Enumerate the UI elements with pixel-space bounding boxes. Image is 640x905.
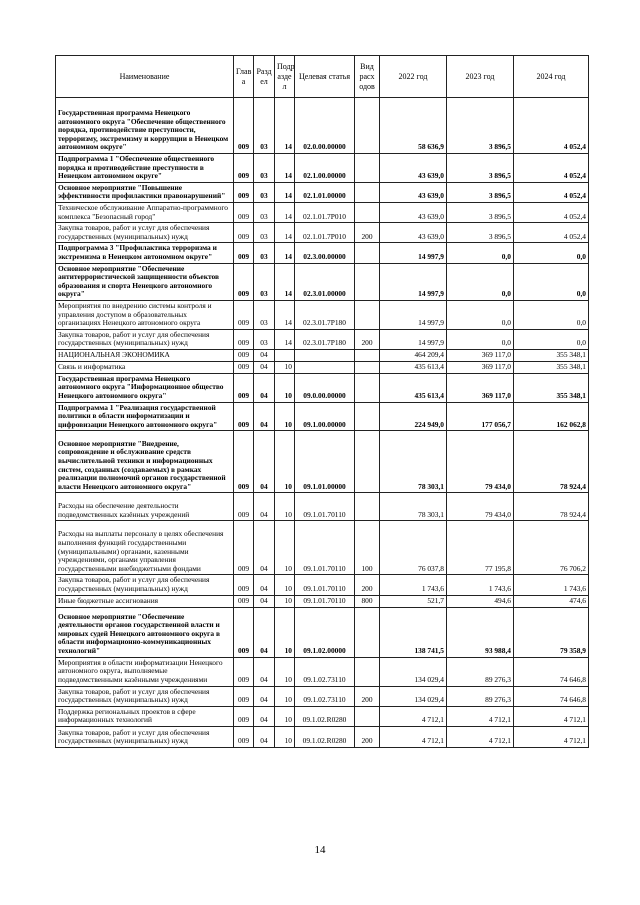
table-row <box>56 361 589 373</box>
row-name: Основное мероприятие "Обеспечение деятельности органов государственной власти и мировых судей Ненецкого автономного округа в области информационно-коммуникационных технологий" <box>56 607 234 657</box>
row-vid <box>355 202 380 222</box>
row-razdel: 04 <box>254 727 275 748</box>
row-2024: 4 052,4 <box>514 202 589 222</box>
row-razdel: 04 <box>254 575 275 595</box>
row-razdel: 04 <box>254 657 275 686</box>
table-row <box>56 373 589 402</box>
table-row <box>56 98 589 154</box>
row-2024: 4 052,4 <box>514 98 589 154</box>
row-razdel: 03 <box>254 263 275 300</box>
table-row <box>56 202 589 222</box>
row-name: Расходы на выплаты персоналу в целях обеспечения выполнения функций государственными (муниципальными) органами, казенными учреждениями, органами управления государственными внебюджетными фондами <box>56 521 234 575</box>
row-vid: 200 <box>355 575 380 595</box>
row-target: 02.3.01.7Р180 <box>295 300 355 329</box>
row-2023: 79 434,0 <box>447 493 514 521</box>
header-vid: Вид расх одов <box>355 56 380 98</box>
row-glava: 009 <box>234 575 254 595</box>
row-podrazdel: 14 <box>275 223 295 243</box>
row-target: 09.1.01.70110 <box>295 575 355 595</box>
row-2023: 93 988,4 <box>447 607 514 657</box>
row-2023: 77 195,8 <box>447 521 514 575</box>
row-glava: 009 <box>234 607 254 657</box>
row-razdel: 04 <box>254 373 275 402</box>
row-target: 02.3.00.00000 <box>295 243 355 263</box>
table-row <box>56 223 589 243</box>
row-vid <box>355 706 380 726</box>
row-name: Государственная программа Ненецкого автономного округа "Информационное общество Ненецкого автономного округа" <box>56 373 234 402</box>
row-target: 09.1.01.70110 <box>295 521 355 575</box>
row-2022: 435 613,4 <box>380 361 447 373</box>
row-glava: 009 <box>234 402 254 431</box>
row-name: Связь и информатика <box>56 361 234 373</box>
table-row <box>56 727 589 748</box>
table-row <box>56 402 589 431</box>
row-vid <box>355 243 380 263</box>
row-podrazdel: 10 <box>275 607 295 657</box>
row-vid: 200 <box>355 686 380 706</box>
row-podrazdel: 10 <box>275 706 295 726</box>
table-header-row <box>56 56 589 98</box>
row-2024: 355 348,1 <box>514 361 589 373</box>
row-razdel: 03 <box>254 98 275 154</box>
row-razdel: 03 <box>254 329 275 349</box>
row-glava: 009 <box>234 182 254 202</box>
row-2022: 43 639,0 <box>380 154 447 183</box>
table-row <box>56 243 589 263</box>
row-razdel: 03 <box>254 182 275 202</box>
row-target: 09.1.02.73110 <box>295 686 355 706</box>
row-podrazdel <box>275 349 295 361</box>
row-vid <box>355 493 380 521</box>
row-glava: 009 <box>234 202 254 222</box>
row-razdel: 04 <box>254 493 275 521</box>
table-row <box>56 349 589 361</box>
table-row <box>56 686 589 706</box>
row-2022: 43 639,0 <box>380 182 447 202</box>
row-podrazdel: 14 <box>275 154 295 183</box>
row-podrazdel: 10 <box>275 521 295 575</box>
row-vid: 200 <box>355 727 380 748</box>
row-2022: 138 741,5 <box>380 607 447 657</box>
table-row <box>56 263 589 300</box>
row-name: Основное мероприятие "Обеспечение антитеррористической защищенности объектов образования и спорта Ненецкого автономного округа" <box>56 263 234 300</box>
row-razdel: 04 <box>254 431 275 493</box>
row-2022: 1 743,6 <box>380 575 447 595</box>
row-podrazdel: 14 <box>275 243 295 263</box>
row-glava: 009 <box>234 98 254 154</box>
row-name: Основное мероприятие "Внедрение, сопровождение и обслуживание средств вычислительной техники и информационных систем, созданных (создаваемых) в рамках реализации полномочий органов государственной власти Ненецкого автономного округа" <box>56 431 234 493</box>
row-2024: 4 052,4 <box>514 154 589 183</box>
row-podrazdel: 10 <box>275 373 295 402</box>
table-row <box>56 595 589 607</box>
row-name: Мероприятия в области информатизации Ненецкого автономного округа, выполняемые подведомственными казёнными учреждениями <box>56 657 234 686</box>
row-2023: 177 056,7 <box>447 402 514 431</box>
row-podrazdel: 10 <box>275 575 295 595</box>
row-2022: 14 997,9 <box>380 243 447 263</box>
row-2024: 474,6 <box>514 595 589 607</box>
row-name: Поддержка региональных проектов в сфере информационных технологий <box>56 706 234 726</box>
row-podrazdel: 14 <box>275 300 295 329</box>
row-2024: 78 924,4 <box>514 431 589 493</box>
row-vid: 800 <box>355 595 380 607</box>
row-vid <box>355 431 380 493</box>
row-podrazdel: 14 <box>275 182 295 202</box>
row-target: 09.1.02.00000 <box>295 607 355 657</box>
row-target: 09.1.01.00000 <box>295 431 355 493</box>
row-glava: 009 <box>234 595 254 607</box>
row-razdel: 04 <box>254 349 275 361</box>
row-name: Мероприятия по внедрению системы контроля и управления доступом в образовательных организациях Ненецкого автономного округа <box>56 300 234 329</box>
row-razdel: 03 <box>254 202 275 222</box>
table-row <box>56 329 589 349</box>
row-vid <box>355 361 380 373</box>
row-vid <box>355 98 380 154</box>
row-name: Иные бюджетные ассигнования <box>56 595 234 607</box>
row-name: Закупка товаров, работ и услуг для обеспечения государственных (муниципальных) нужд <box>56 223 234 243</box>
table-row <box>56 154 589 183</box>
row-podrazdel: 10 <box>275 595 295 607</box>
table-row <box>56 431 589 493</box>
row-2022: 435 613,4 <box>380 373 447 402</box>
row-2022: 464 209,4 <box>380 349 447 361</box>
row-2023: 3 896,5 <box>447 182 514 202</box>
row-target: 02.1.01.00000 <box>295 182 355 202</box>
row-2022: 4 712,1 <box>380 727 447 748</box>
row-2024: 4 712,1 <box>514 727 589 748</box>
row-glava: 009 <box>234 243 254 263</box>
row-name: Государственная программа Ненецкого автономного округа "Обеспечение общественного порядка, противодействие преступности, терроризму, экстремизму и коррупции в Ненецком автономном округе" <box>56 98 234 154</box>
row-2022: 58 636,9 <box>380 98 447 154</box>
row-glava: 009 <box>234 154 254 183</box>
row-2023: 4 712,1 <box>447 706 514 726</box>
row-razdel: 03 <box>254 154 275 183</box>
page-number: 14 <box>314 844 326 856</box>
row-2023: 0,0 <box>447 300 514 329</box>
row-2023: 79 434,0 <box>447 431 514 493</box>
row-2023: 4 712,1 <box>447 727 514 748</box>
row-podrazdel: 10 <box>275 402 295 431</box>
row-vid <box>355 263 380 300</box>
table-row <box>56 300 589 329</box>
row-target: 09.0.00.00000 <box>295 373 355 402</box>
row-2023: 0,0 <box>447 263 514 300</box>
row-target: 09.1.01.70110 <box>295 493 355 521</box>
row-razdel: 03 <box>254 300 275 329</box>
header-podrazdel: Подр азде л <box>275 56 295 98</box>
table-row <box>56 182 589 202</box>
row-podrazdel: 14 <box>275 329 295 349</box>
row-2022: 224 949,0 <box>380 402 447 431</box>
row-2024: 79 358,9 <box>514 607 589 657</box>
row-2022: 14 997,9 <box>380 300 447 329</box>
row-podrazdel: 10 <box>275 361 295 373</box>
row-2022: 78 303,1 <box>380 431 447 493</box>
row-name: Техническое обслуживание Аппаратно-программного комплекса "Безопасный город" <box>56 202 234 222</box>
row-2022: 134 029,4 <box>380 657 447 686</box>
row-2023: 3 896,5 <box>447 202 514 222</box>
row-2024: 4 712,1 <box>514 706 589 726</box>
table-row <box>56 607 589 657</box>
row-2023: 0,0 <box>447 243 514 263</box>
row-2024: 355 348,1 <box>514 373 589 402</box>
row-2022: 78 303,1 <box>380 493 447 521</box>
row-target: 09.1.02.R0280 <box>295 706 355 726</box>
row-name: Закупка товаров, работ и услуг для обеспечения государственных (муниципальных) нужд <box>56 686 234 706</box>
row-podrazdel: 14 <box>275 263 295 300</box>
header-glava: Глав а <box>234 56 254 98</box>
row-vid: 100 <box>355 521 380 575</box>
row-razdel: 04 <box>254 361 275 373</box>
row-2023: 369 117,0 <box>447 361 514 373</box>
row-name: Подпрограмма 1 "Обеспечение общественного порядка и противодействие преступности в Ненецком автономном округе" <box>56 154 234 183</box>
row-2024: 4 052,4 <box>514 182 589 202</box>
row-razdel: 04 <box>254 595 275 607</box>
row-2023: 3 896,5 <box>447 223 514 243</box>
row-glava: 009 <box>234 727 254 748</box>
row-name: Подпрограмма 1 "Реализация государственной политики в области информатизации и цифровизации Ненецкого автономного округа" <box>56 402 234 431</box>
row-target <box>295 361 355 373</box>
row-2024: 4 052,4 <box>514 223 589 243</box>
row-glava: 009 <box>234 521 254 575</box>
row-vid <box>355 657 380 686</box>
row-2022: 43 639,0 <box>380 223 447 243</box>
row-2024: 0,0 <box>514 243 589 263</box>
row-glava: 009 <box>234 361 254 373</box>
row-name: Основное мероприятие "Повышение эффективности профилактики правонарушений" <box>56 182 234 202</box>
row-target: 02.1.01.7Р010 <box>295 202 355 222</box>
row-2024: 1 743,6 <box>514 575 589 595</box>
row-vid <box>355 154 380 183</box>
row-podrazdel: 10 <box>275 493 295 521</box>
row-name: НАЦИОНАЛЬНАЯ ЭКОНОМИКА <box>56 349 234 361</box>
row-name: Расходы на обеспечение деятельности подведомственных казённых учреждений <box>56 493 234 521</box>
row-vid: 200 <box>355 223 380 243</box>
row-vid <box>355 373 380 402</box>
row-razdel: 04 <box>254 706 275 726</box>
row-podrazdel: 14 <box>275 98 295 154</box>
row-target: 09.1.01.70110 <box>295 595 355 607</box>
row-glava: 009 <box>234 223 254 243</box>
row-2024: 0,0 <box>514 263 589 300</box>
table-row <box>56 657 589 686</box>
row-2023: 89 276,3 <box>447 657 514 686</box>
row-target <box>295 349 355 361</box>
row-vid: 200 <box>355 329 380 349</box>
row-podrazdel: 14 <box>275 202 295 222</box>
row-razdel: 04 <box>254 686 275 706</box>
row-2022: 14 997,9 <box>380 263 447 300</box>
row-glava: 009 <box>234 349 254 361</box>
row-podrazdel: 10 <box>275 686 295 706</box>
row-vid <box>355 607 380 657</box>
row-2024: 0,0 <box>514 329 589 349</box>
row-glava: 009 <box>234 686 254 706</box>
row-2023: 3 896,5 <box>447 154 514 183</box>
row-razdel: 04 <box>254 402 275 431</box>
row-target: 09.1.02.73110 <box>295 657 355 686</box>
row-razdel: 03 <box>254 243 275 263</box>
row-name: Подпрограмма 3 "Профилактика терроризма и экстремизма в Ненецком автономном округе" <box>56 243 234 263</box>
row-razdel: 04 <box>254 521 275 575</box>
row-2024: 162 062,8 <box>514 402 589 431</box>
row-podrazdel: 10 <box>275 431 295 493</box>
header-razdel: Разд ел <box>254 56 275 98</box>
row-name: Закупка товаров, работ и услуг для обеспечения государственных (муниципальных) нужд <box>56 575 234 595</box>
row-vid <box>355 300 380 329</box>
row-2022: 4 712,1 <box>380 706 447 726</box>
row-podrazdel: 10 <box>275 727 295 748</box>
header-target: Целевая статья <box>295 56 355 98</box>
row-2022: 14 997,9 <box>380 329 447 349</box>
row-glava: 009 <box>234 373 254 402</box>
row-2024: 0,0 <box>514 300 589 329</box>
header-2024: 2024 год <box>514 56 589 98</box>
row-glava: 009 <box>234 329 254 349</box>
row-2023: 494,6 <box>447 595 514 607</box>
row-2023: 0,0 <box>447 329 514 349</box>
table-row <box>56 706 589 726</box>
row-2024: 355 348,1 <box>514 349 589 361</box>
row-2023: 369 117,0 <box>447 349 514 361</box>
row-2023: 89 276,3 <box>447 686 514 706</box>
row-target: 09.1.00.00000 <box>295 402 355 431</box>
header-name: Наименование <box>56 56 234 98</box>
row-2024: 76 706,2 <box>514 521 589 575</box>
row-2024: 78 924,4 <box>514 493 589 521</box>
table-row <box>56 575 589 595</box>
row-2023: 369 117,0 <box>447 373 514 402</box>
row-vid <box>355 349 380 361</box>
row-2024: 74 646,8 <box>514 657 589 686</box>
header-2023: 2023 год <box>447 56 514 98</box>
row-2022: 76 037,8 <box>380 521 447 575</box>
row-2024: 74 646,8 <box>514 686 589 706</box>
row-target: 02.0.00.00000 <box>295 98 355 154</box>
table-row <box>56 521 589 575</box>
budget-table <box>55 55 589 748</box>
row-glava: 009 <box>234 657 254 686</box>
row-podrazdel: 10 <box>275 657 295 686</box>
row-target: 02.1.01.7Р010 <box>295 223 355 243</box>
row-glava: 009 <box>234 300 254 329</box>
row-name: Закупка товаров, работ и услуг для обеспечения государственных (муниципальных) нужд <box>56 329 234 349</box>
row-glava: 009 <box>234 706 254 726</box>
table-row <box>56 493 589 521</box>
row-vid <box>355 182 380 202</box>
row-vid <box>355 402 380 431</box>
row-glava: 009 <box>234 263 254 300</box>
row-razdel: 03 <box>254 223 275 243</box>
row-2023: 3 896,5 <box>447 98 514 154</box>
row-2022: 134 029,4 <box>380 686 447 706</box>
row-target: 02.3.01.7Р180 <box>295 329 355 349</box>
row-target: 02.1.00.00000 <box>295 154 355 183</box>
header-2022: 2022 год <box>380 56 447 98</box>
row-razdel: 04 <box>254 607 275 657</box>
row-2023: 1 743,6 <box>447 575 514 595</box>
row-2022: 521,7 <box>380 595 447 607</box>
row-glava: 009 <box>234 493 254 521</box>
row-target: 02.3.01.00000 <box>295 263 355 300</box>
row-target: 09.1.02.R0280 <box>295 727 355 748</box>
row-glava: 009 <box>234 431 254 493</box>
row-2022: 43 639,0 <box>380 202 447 222</box>
row-name: Закупка товаров, работ и услуг для обеспечения государственных (муниципальных) нужд <box>56 727 234 748</box>
